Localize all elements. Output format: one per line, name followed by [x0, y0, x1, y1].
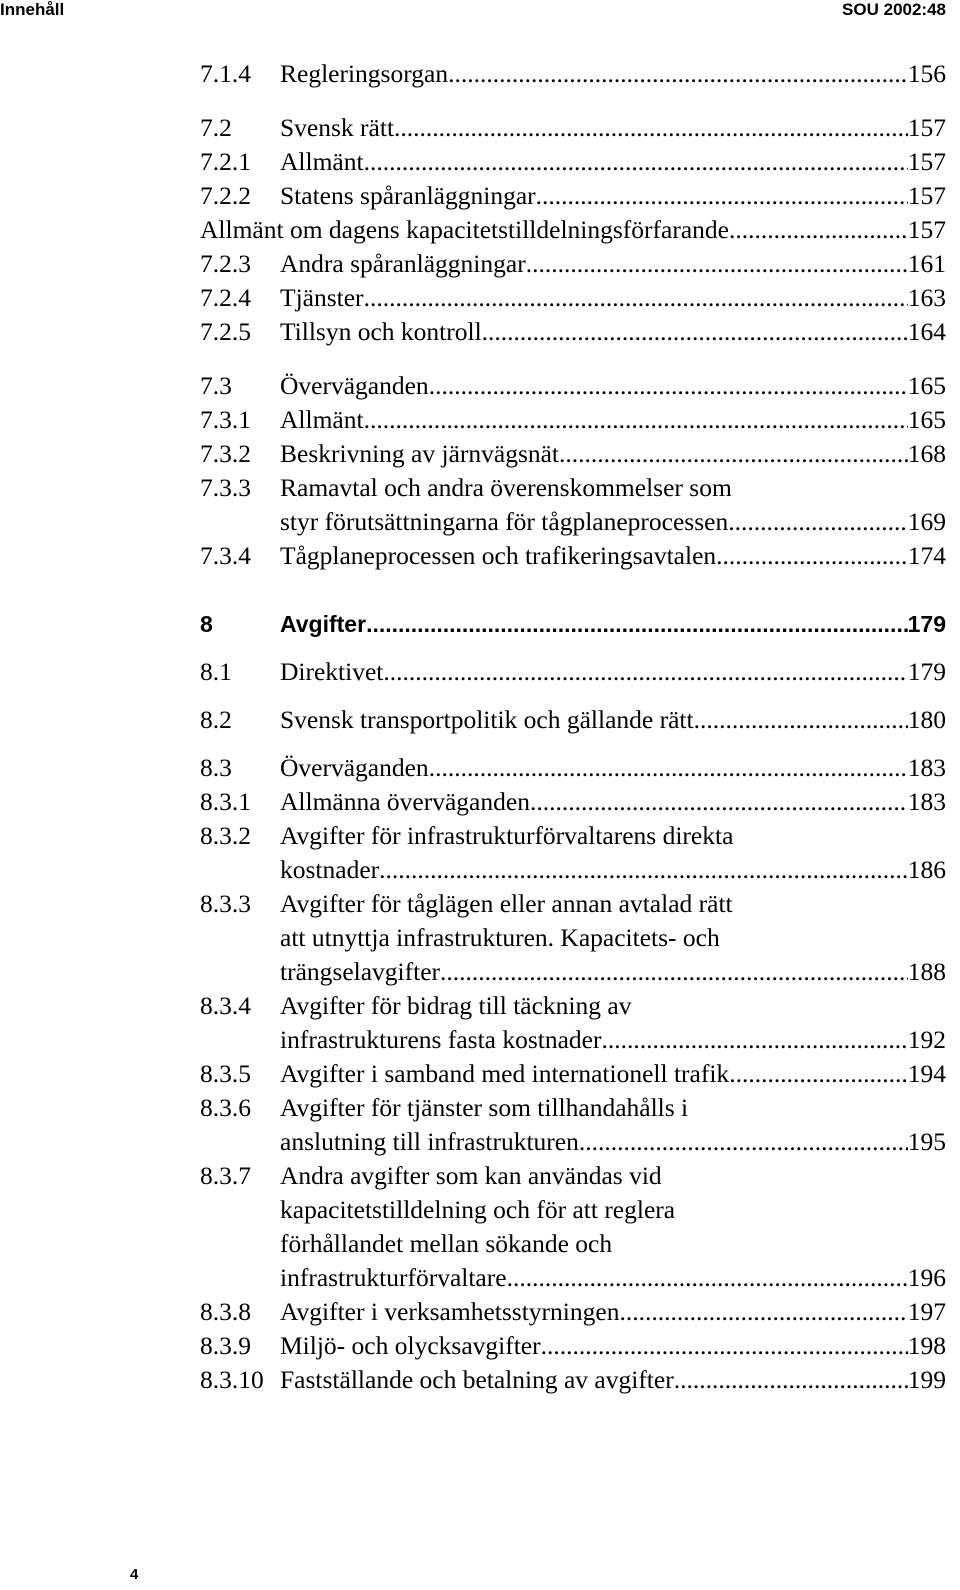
dot-leader — [364, 145, 908, 179]
toc-entry[interactable] — [200, 539, 946, 573]
toc-entry-title: Avgifter i verksamhetsstyrningen — [280, 1297, 620, 1326]
toc-entry-number: 7.3.1 — [200, 405, 251, 434]
toc-entry-number: 8.3.1 — [200, 787, 251, 816]
toc-entry-title: Beskrivning av järnvägsnät — [280, 439, 560, 468]
toc-entry-number: 7.1.4 — [200, 59, 251, 88]
toc-entry-page: 194 — [907, 1059, 946, 1088]
dot-leader — [429, 751, 908, 785]
toc-entry[interactable] — [200, 989, 946, 1057]
toc-entry-page: 198 — [907, 1331, 946, 1360]
toc-entry[interactable] — [200, 213, 946, 247]
toc-entry[interactable] — [200, 403, 946, 437]
dot-leader — [440, 955, 908, 989]
toc-entry-title: Avgifter för tjänster som tillhandahålls i — [280, 1093, 689, 1122]
dot-leader — [541, 1329, 908, 1363]
toc-entry-page: 199 — [907, 1365, 946, 1394]
toc-entry-page: 174 — [907, 541, 946, 570]
toc-entry-number: 7.3.2 — [200, 439, 251, 468]
dot-leader — [366, 607, 908, 641]
toc-entry-title: Miljö- och olycksavgifter — [280, 1331, 541, 1360]
toc-entry-page: 165 — [907, 405, 946, 434]
toc-entry[interactable] — [200, 1057, 946, 1091]
toc-entry-title: Avgifter för tåglägen eller annan avtalad rätt — [280, 889, 733, 918]
dot-leader — [601, 1023, 907, 1057]
toc-entry-title-continued: att utnyttja infrastrukturen. Kapacitets- och — [280, 923, 720, 952]
toc-entry-title: Statens spåranläggningar — [280, 181, 536, 210]
toc-entry-title: Fastställande och betalning av avgifter — [280, 1365, 674, 1394]
toc-entry-page: 157 — [907, 181, 946, 210]
toc-entry-page: 157 — [907, 113, 946, 142]
dot-leader — [716, 539, 908, 573]
toc-entry-title-continued: förhållandet mellan sökande och — [280, 1229, 613, 1258]
dot-leader — [729, 213, 908, 247]
toc-entry-number: 8.3.4 — [200, 991, 251, 1020]
toc-entry[interactable] — [200, 1295, 946, 1329]
toc-entry-title-continued: styr förutsättningarna för tågplaneprocessen — [280, 507, 729, 536]
dot-leader — [728, 505, 908, 539]
toc-entry[interactable] — [200, 1329, 946, 1363]
dot-leader — [694, 703, 908, 737]
toc-entry-title-continued: trängselavgifter — [280, 957, 441, 986]
toc-entry-number: 8.3.5 — [200, 1059, 251, 1088]
toc-entry[interactable] — [200, 281, 946, 315]
toc-entry-page: 161 — [907, 249, 946, 278]
toc-entry-page: 156 — [907, 59, 946, 88]
dot-leader — [364, 281, 908, 315]
dot-leader — [379, 853, 908, 887]
toc-entry-page: 165 — [907, 371, 946, 400]
toc-entry-title-continued: anslutning till infrastrukturen — [280, 1127, 579, 1156]
toc-entry[interactable] — [200, 247, 946, 281]
dot-leader — [482, 315, 908, 349]
toc-entry-number: 8.3.9 — [200, 1331, 251, 1360]
dot-leader — [536, 179, 908, 213]
toc-entry-number: 8.3 — [200, 753, 232, 782]
toc-entry[interactable] — [200, 887, 946, 989]
toc-entry-page: 196 — [907, 1263, 946, 1292]
toc-entry-number: 7.2 — [200, 113, 232, 142]
toc-entry[interactable] — [200, 369, 946, 403]
dot-leader — [559, 437, 908, 471]
page-number: 4 — [130, 1566, 139, 1583]
toc-entry-number: 7.2.2 — [200, 181, 251, 210]
toc-entry-number: 8.3.10 — [200, 1365, 264, 1394]
toc-entry-number: 7.2.3 — [200, 249, 251, 278]
header-document-id: SOU 2002:48 — [842, 0, 946, 19]
toc-entry-page: 192 — [907, 1025, 946, 1054]
toc-entry-title: Överväganden — [280, 753, 429, 782]
toc-entry[interactable] — [200, 57, 946, 91]
dot-leader — [394, 111, 908, 145]
dot-leader — [429, 369, 908, 403]
dot-leader — [674, 1363, 908, 1397]
dot-leader — [448, 57, 908, 91]
toc-entry[interactable] — [200, 437, 946, 471]
toc-entry-page: 164 — [907, 317, 946, 346]
toc-entry[interactable] — [200, 1363, 946, 1397]
dot-leader — [729, 1057, 908, 1091]
toc-entry-title: Avgifter — [280, 611, 367, 637]
toc-entry-title-continued: kapacitetstilldelning och för att reglera — [280, 1195, 676, 1224]
toc-entry-number: 8.3.2 — [200, 821, 251, 850]
toc-entry-number: 7.2.5 — [200, 317, 251, 346]
toc-entry-title: Ramavtal och andra överenskommelser som — [280, 473, 732, 502]
toc-entry[interactable] — [200, 111, 946, 145]
toc-entry[interactable] — [200, 655, 946, 689]
toc-entry-page: 168 — [907, 439, 946, 468]
toc-entry-number: 7.2.4 — [200, 283, 251, 312]
dot-leader — [364, 403, 908, 437]
toc-entry[interactable] — [200, 315, 946, 349]
dot-leader — [530, 785, 908, 819]
toc-entry-title: Avgifter för bidrag till täckning av — [280, 991, 632, 1020]
toc-entry-number: 8.3.3 — [200, 889, 251, 918]
toc-entry-title: Regleringsorgan — [280, 59, 449, 88]
toc-entry-title: Tillsyn och kontroll — [280, 317, 482, 346]
toc-entry-title: Tjänster — [280, 283, 364, 312]
toc-entry-page: 197 — [907, 1297, 946, 1326]
toc-entry[interactable] — [200, 785, 946, 819]
toc-entry-title: Överväganden — [280, 371, 429, 400]
dot-leader — [526, 247, 908, 281]
toc-entry-title: Allmänt — [280, 147, 364, 176]
toc-entry-page: 188 — [907, 957, 946, 986]
running-header — [0, 0, 960, 26]
toc-entry-number: 8.3.8 — [200, 1297, 251, 1326]
dot-leader — [383, 655, 907, 689]
toc-entry-title: Tågplaneprocessen och trafikeringsavtalen — [280, 541, 717, 570]
toc-entry-number: 7.3.3 — [200, 473, 251, 502]
toc-entry-number: 7.3.4 — [200, 541, 251, 570]
toc-entry[interactable] — [200, 819, 946, 887]
dot-leader — [579, 1125, 908, 1159]
toc-entry-page: 186 — [907, 855, 946, 884]
toc-entry-number: 7.3 — [200, 371, 232, 400]
toc-entry-page: 183 — [907, 753, 946, 782]
toc-entry-page: 169 — [907, 507, 946, 536]
toc-entry-title: Svensk transportpolitik och gällande rätt — [280, 705, 694, 734]
toc-entry[interactable] — [200, 751, 946, 785]
toc-entry-number: 8.2 — [200, 705, 232, 734]
toc-entry[interactable] — [200, 179, 946, 213]
toc-entry-page: 157 — [907, 215, 946, 244]
toc-entry-title: Avgifter för infrastrukturförvaltarens direkta — [280, 821, 734, 850]
toc-entry-page: 179 — [907, 657, 946, 686]
toc-entry-number: 8 — [200, 611, 213, 637]
toc-entry-title: Andra avgifter som kan användas vid — [280, 1161, 662, 1190]
toc-entry-title-continued: infrastrukturens fasta kostnader — [280, 1025, 602, 1054]
toc-entry-number: 8.3.7 — [200, 1161, 251, 1190]
toc-entry-page: 183 — [907, 787, 946, 816]
toc-entry-title: Andra spåranläggningar — [280, 249, 526, 278]
toc-entry[interactable] — [200, 1091, 946, 1159]
toc-entry-title: Allmänt — [280, 405, 364, 434]
toc-entry[interactable] — [200, 145, 946, 179]
header-section-title: Innehåll — [0, 0, 65, 19]
toc-entry-number: 8.3.6 — [200, 1093, 251, 1122]
toc-entry-page: 180 — [907, 705, 946, 734]
toc-entry-title: Allmänt om dagens kapacitetstilldelningsförfarande — [200, 215, 729, 244]
toc-entry[interactable] — [200, 607, 946, 641]
dot-leader — [619, 1295, 907, 1329]
toc-entry-title: Direktivet — [280, 657, 384, 686]
toc-entry-page: 195 — [907, 1127, 946, 1156]
toc-entry-title-continued: infrastrukturförvaltare — [280, 1263, 507, 1292]
toc-entry[interactable] — [200, 1159, 946, 1295]
dot-leader — [507, 1261, 908, 1295]
toc-entry-title-continued: kostnader — [280, 855, 380, 884]
toc-entry-page: 157 — [907, 147, 946, 176]
toc-entry-title: Svensk rätt — [280, 113, 395, 142]
toc-entry-title: Avgifter i samband med internationell trafik — [280, 1059, 730, 1088]
table-of-contents — [200, 57, 946, 1397]
toc-entry-page: 163 — [907, 283, 946, 312]
toc-entry-page: 179 — [907, 611, 946, 637]
toc-entry[interactable] — [200, 471, 946, 539]
toc-entry-number: 8.1 — [200, 657, 232, 686]
toc-entry-number: 7.2.1 — [200, 147, 251, 176]
toc-entry[interactable] — [200, 703, 946, 737]
toc-entry-title: Allmänna överväganden — [280, 787, 530, 816]
